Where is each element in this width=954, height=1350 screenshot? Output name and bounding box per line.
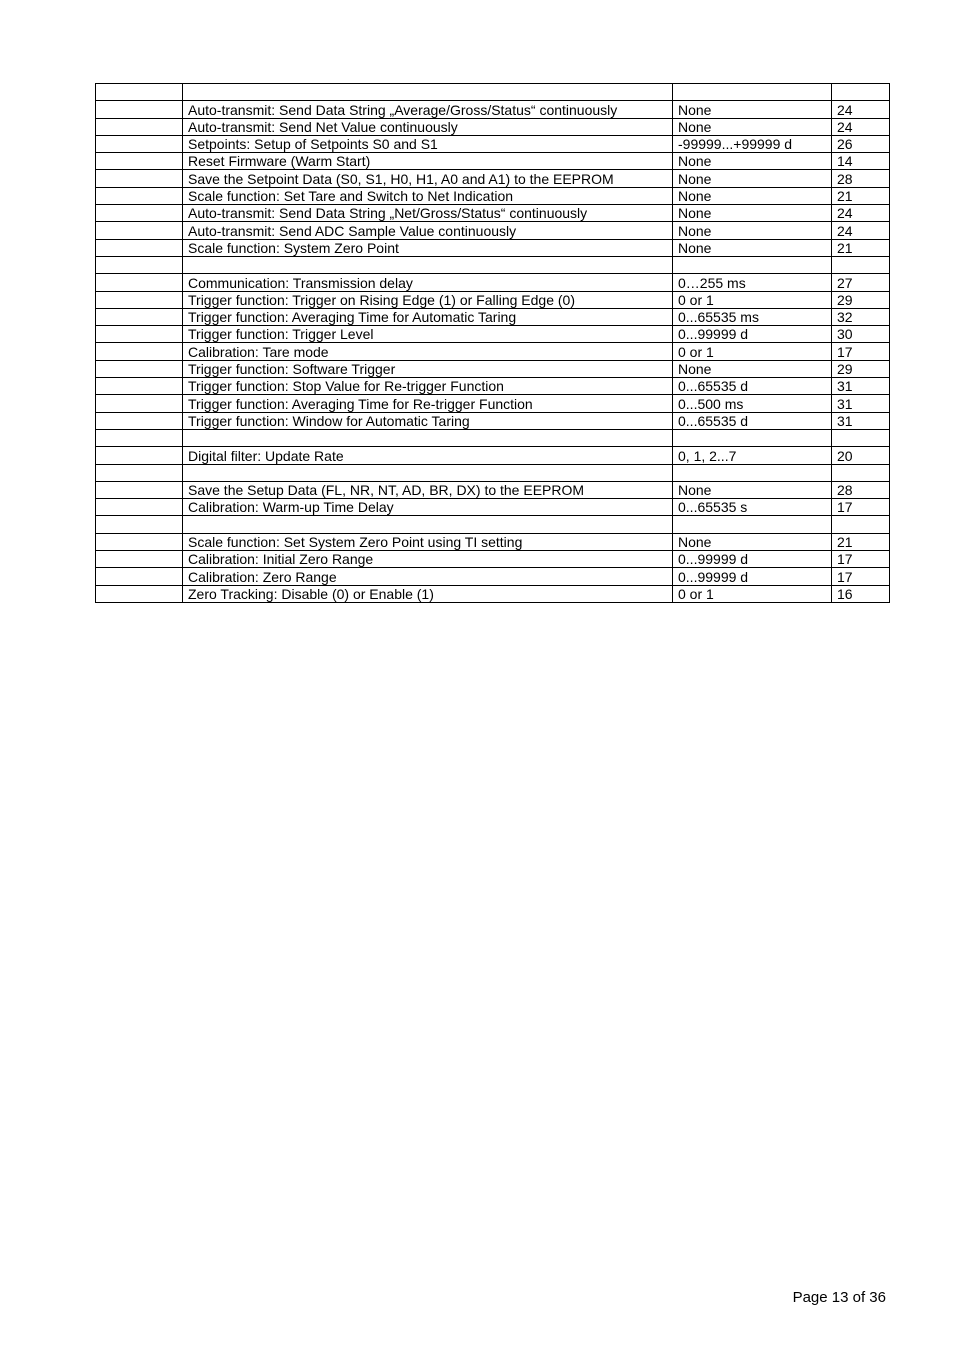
value-range-cell: 0...65535 ms [673, 308, 832, 325]
description-cell: Auto-transmit: Send ADC Sample Value continuously [183, 222, 673, 239]
description-cell: Digital filter: Update Rate [183, 447, 673, 464]
value-range-cell: None [673, 239, 832, 256]
command-code-cell [96, 481, 183, 498]
command-code-cell [96, 308, 183, 325]
page-ref-cell: 24 [832, 205, 890, 222]
table-row [96, 84, 890, 101]
page-ref-cell: 17 [832, 568, 890, 585]
description-cell: Scale function: Set System Zero Point using TI setting [183, 533, 673, 550]
command-code-cell [96, 222, 183, 239]
command-code-cell [96, 429, 183, 446]
description-cell [183, 84, 673, 101]
command-code-cell [96, 153, 183, 170]
value-range-cell: None [673, 222, 832, 239]
command-code-cell [96, 412, 183, 429]
table-row [96, 239, 890, 256]
table-row [96, 551, 890, 568]
command-code-cell [96, 187, 183, 204]
table-row [96, 256, 890, 273]
command-code-cell [96, 205, 183, 222]
description-cell: Calibration: Tare mode [183, 343, 673, 360]
command-code-cell [96, 84, 183, 101]
description-cell: Calibration: Initial Zero Range [183, 551, 673, 568]
description-cell: Communication: Transmission delay [183, 274, 673, 291]
command-code-cell [96, 551, 183, 568]
description-cell: Trigger function: Averaging Time for Re-trigger Function [183, 395, 673, 412]
page-ref-cell: 28 [832, 481, 890, 498]
value-range-cell: None [673, 481, 832, 498]
table-row [96, 326, 890, 343]
table-row [96, 118, 890, 135]
page-ref-cell: 24 [832, 101, 890, 118]
description-cell: Save the Setup Data (FL, NR, NT, AD, BR, DX) to the EEPROM [183, 481, 673, 498]
page-ref-cell: 31 [832, 378, 890, 395]
command-code-cell [96, 447, 183, 464]
command-code-cell [96, 585, 183, 602]
description-cell [183, 429, 673, 446]
value-range-cell: None [673, 360, 832, 377]
description-cell: Trigger function: Stop Value for Re-trigger Function [183, 378, 673, 395]
page-ref-cell: 27 [832, 274, 890, 291]
page-ref-cell: 26 [832, 135, 890, 152]
page-ref-cell [832, 429, 890, 446]
table-row [96, 378, 890, 395]
value-range-cell: None [673, 205, 832, 222]
table-row [96, 291, 890, 308]
description-cell: Calibration: Zero Range [183, 568, 673, 585]
description-cell [183, 464, 673, 481]
value-range-cell: 0...99999 d [673, 551, 832, 568]
value-range-cell: 0 or 1 [673, 343, 832, 360]
description-cell: Auto-transmit: Send Net Value continuously [183, 118, 673, 135]
value-range-cell: 0...65535 s [673, 499, 832, 516]
page-ref-cell: 17 [832, 499, 890, 516]
table-row [96, 412, 890, 429]
page-ref-cell: 32 [832, 308, 890, 325]
table-row [96, 447, 890, 464]
page-ref-cell: 28 [832, 170, 890, 187]
page-ref-cell: 17 [832, 343, 890, 360]
description-cell: Scale function: Set Tare and Switch to Net Indication [183, 187, 673, 204]
description-cell [183, 256, 673, 273]
command-code-cell [96, 291, 183, 308]
page-ref-cell [832, 84, 890, 101]
page-ref-cell: 31 [832, 395, 890, 412]
table-row [96, 516, 890, 533]
description-cell: Scale function: System Zero Point [183, 239, 673, 256]
table-row [96, 205, 890, 222]
command-table [95, 83, 890, 603]
command-code-cell [96, 274, 183, 291]
value-range-cell [673, 256, 832, 273]
value-range-cell: 0...500 ms [673, 395, 832, 412]
command-code-cell [96, 378, 183, 395]
table-row [96, 481, 890, 498]
description-cell [183, 516, 673, 533]
value-range-cell: 0...65535 d [673, 378, 832, 395]
table-row [96, 429, 890, 446]
page-ref-cell: 29 [832, 291, 890, 308]
table-row [96, 222, 890, 239]
table-row [96, 568, 890, 585]
page-ref-cell: 17 [832, 551, 890, 568]
table-row [96, 343, 890, 360]
description-cell: Reset Firmware (Warm Start) [183, 153, 673, 170]
table-row [96, 170, 890, 187]
value-range-cell: 0…255 ms [673, 274, 832, 291]
value-range-cell: None [673, 153, 832, 170]
command-code-cell [96, 239, 183, 256]
table-row [96, 308, 890, 325]
table-row [96, 274, 890, 291]
command-code-cell [96, 464, 183, 481]
value-range-cell [673, 429, 832, 446]
page-ref-cell: 24 [832, 118, 890, 135]
page-ref-cell: 30 [832, 326, 890, 343]
page-number: Page 13 of 36 [792, 1289, 886, 1306]
value-range-cell: 0 or 1 [673, 291, 832, 308]
value-range-cell: 0 or 1 [673, 585, 832, 602]
command-code-cell [96, 135, 183, 152]
value-range-cell: None [673, 101, 832, 118]
page-ref-cell: 21 [832, 239, 890, 256]
command-code-cell [96, 256, 183, 273]
command-code-cell [96, 360, 183, 377]
table-row [96, 360, 890, 377]
page-ref-cell [832, 516, 890, 533]
page-ref-cell: 31 [832, 412, 890, 429]
table-row [96, 395, 890, 412]
page-ref-cell [832, 464, 890, 481]
value-range-cell: 0...99999 d [673, 568, 832, 585]
command-code-cell [96, 118, 183, 135]
page-ref-cell: 21 [832, 187, 890, 204]
table-row [96, 499, 890, 516]
page-ref-cell: 29 [832, 360, 890, 377]
value-range-cell: None [673, 187, 832, 204]
value-range-cell [673, 84, 832, 101]
value-range-cell: None [673, 170, 832, 187]
value-range-cell: None [673, 118, 832, 135]
table-row [96, 464, 890, 481]
table-row [96, 187, 890, 204]
command-code-cell [96, 395, 183, 412]
page-ref-cell: 21 [832, 533, 890, 550]
description-cell: Trigger function: Trigger Level [183, 326, 673, 343]
table-row [96, 585, 890, 602]
value-range-cell: None [673, 533, 832, 550]
value-range-cell [673, 464, 832, 481]
table-row [96, 153, 890, 170]
command-code-cell [96, 326, 183, 343]
description-cell: Zero Tracking: Disable (0) or Enable (1) [183, 585, 673, 602]
value-range-cell: -99999...+99999 d [673, 135, 832, 152]
description-cell: Setpoints: Setup of Setpoints S0 and S1 [183, 135, 673, 152]
description-cell: Save the Setpoint Data (S0, S1, H0, H1, A0 and A1) to the EEPROM [183, 170, 673, 187]
page-ref-cell: 20 [832, 447, 890, 464]
value-range-cell: 0...99999 d [673, 326, 832, 343]
description-cell: Auto-transmit: Send Data String „Average/Gross/Status“ continuously [183, 101, 673, 118]
command-code-cell [96, 516, 183, 533]
command-code-cell [96, 101, 183, 118]
description-cell: Trigger function: Window for Automatic Taring [183, 412, 673, 429]
page-ref-cell: 14 [832, 153, 890, 170]
command-code-cell [96, 533, 183, 550]
page-ref-cell: 16 [832, 585, 890, 602]
command-code-cell [96, 568, 183, 585]
command-table-body [96, 84, 890, 603]
value-range-cell: 0...65535 d [673, 412, 832, 429]
command-code-cell [96, 499, 183, 516]
table-row [96, 135, 890, 152]
value-range-cell: 0, 1, 2...7 [673, 447, 832, 464]
description-cell: Trigger function: Averaging Time for Automatic Taring [183, 308, 673, 325]
page-ref-cell [832, 256, 890, 273]
description-cell: Calibration: Warm-up Time Delay [183, 499, 673, 516]
page-ref-cell: 24 [832, 222, 890, 239]
value-range-cell [673, 516, 832, 533]
command-code-cell [96, 343, 183, 360]
table-row [96, 533, 890, 550]
description-cell: Trigger function: Software Trigger [183, 360, 673, 377]
table-row [96, 101, 890, 118]
command-code-cell [96, 170, 183, 187]
description-cell: Auto-transmit: Send Data String „Net/Gross/Status“ continuously [183, 205, 673, 222]
description-cell: Trigger function: Trigger on Rising Edge (1) or Falling Edge (0) [183, 291, 673, 308]
